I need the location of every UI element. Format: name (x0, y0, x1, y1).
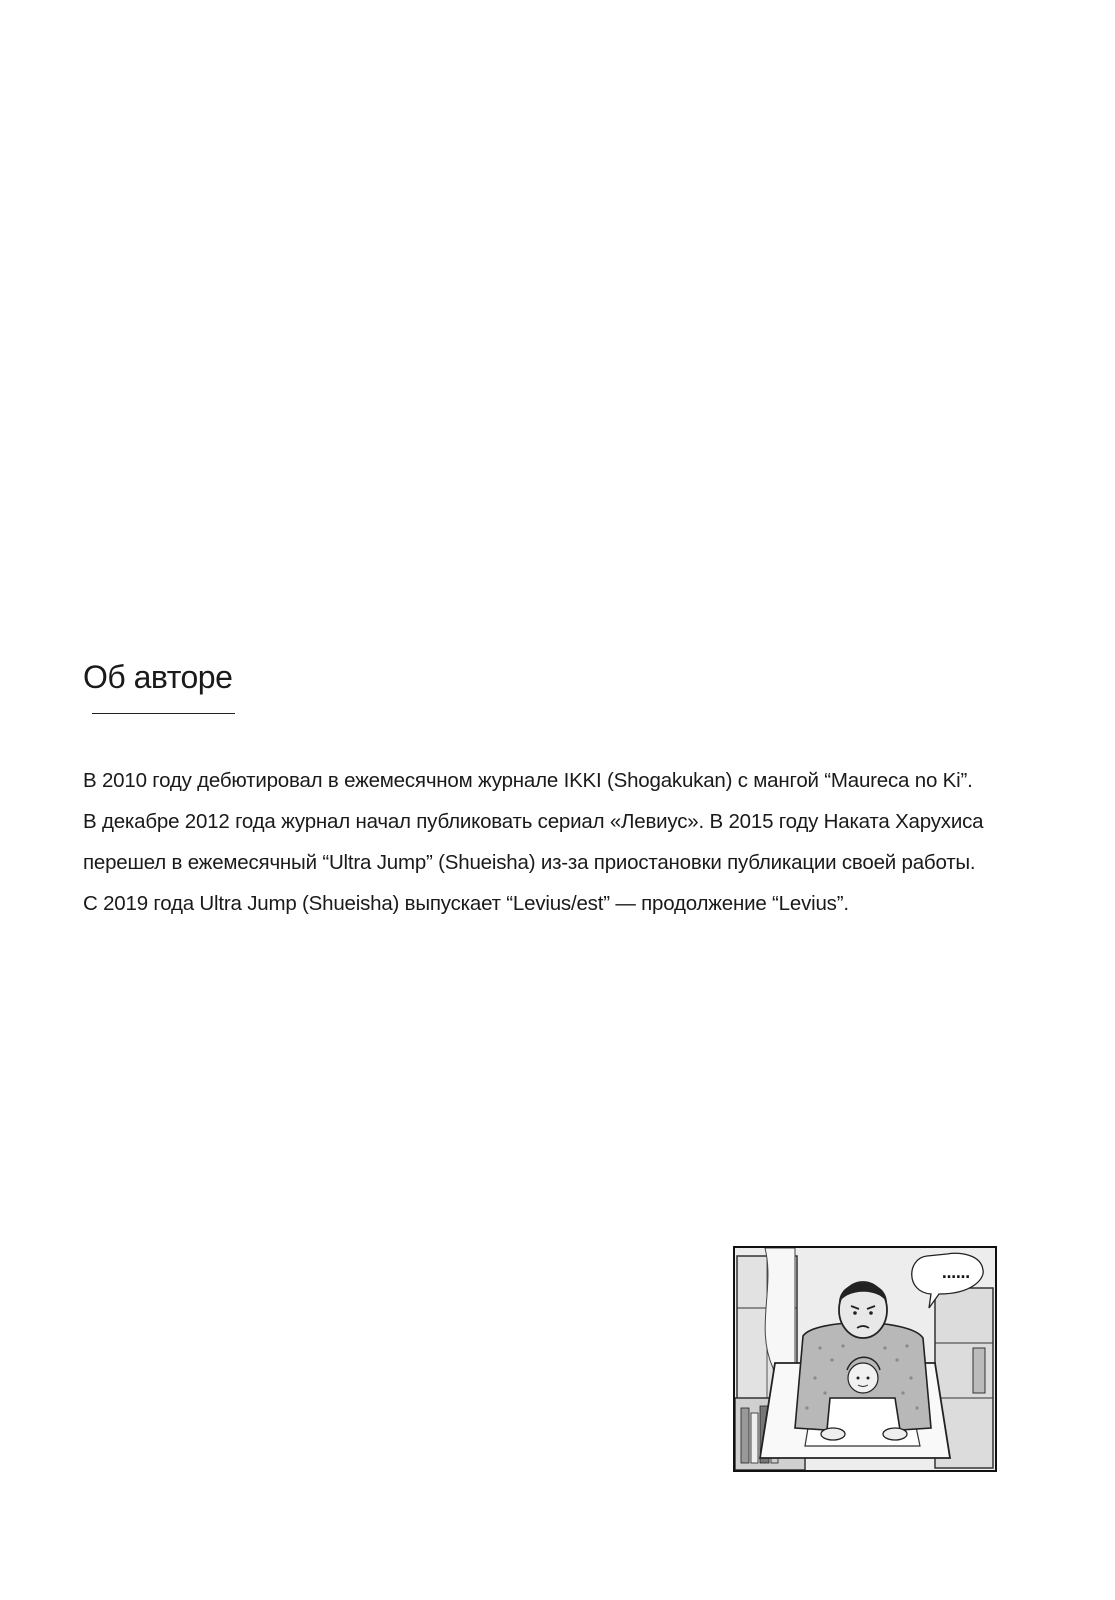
bio-line: С 2019 года Ultra Jump (Shueisha) выпускает “Levius/est” — продолжение “Levius”. (83, 892, 849, 915)
heading-underline (92, 713, 235, 714)
author-illustration-panel (733, 1246, 997, 1472)
section-heading: Об авторе (83, 659, 233, 695)
bio-line: перешел в ежемесячный “Ultra Jump” (Shueisha) из-за приостановки публикации своей работы. (83, 851, 976, 874)
author-bio (83, 760, 1073, 924)
speech-bubble-text: …… (942, 1266, 970, 1282)
author-illustration (735, 1248, 995, 1470)
bio-line: В декабре 2012 года журнал начал публиковать сериал «Левиус». В 2015 году Наката Харухиса (83, 810, 984, 833)
bio-line: В 2010 году дебютировал в ежемесячном журнале IKKI (Shogakukan) с мангой “Maureca no Ki”. (83, 769, 973, 792)
